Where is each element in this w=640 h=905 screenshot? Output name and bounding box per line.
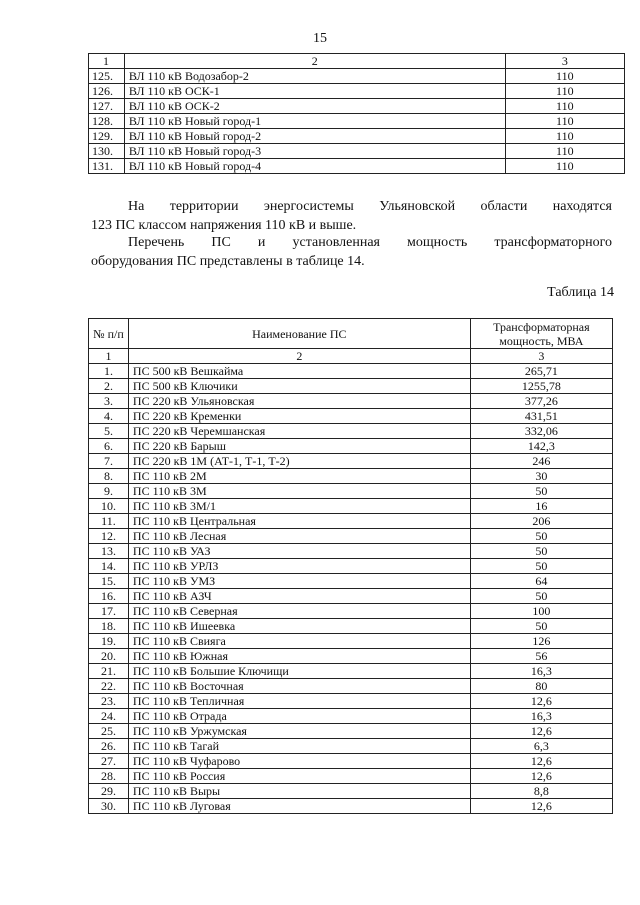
- table-row: [89, 694, 613, 709]
- column-index: 2: [128, 349, 470, 364]
- row-value: 12,6: [470, 724, 612, 739]
- row-value: 110: [505, 99, 624, 114]
- row-value: 1255,78: [470, 379, 612, 394]
- row-number: 126.: [89, 84, 125, 99]
- power-lines-table: [88, 53, 625, 174]
- row-value: 110: [505, 69, 624, 84]
- table-row: [89, 144, 625, 159]
- row-name: ПС 110 кВ Большие Ключищи: [128, 664, 470, 679]
- row-number: 127.: [89, 99, 125, 114]
- row-value: 50: [470, 529, 612, 544]
- table-row: [89, 114, 625, 129]
- table-row: [89, 469, 613, 484]
- row-name: ПС 110 кВ Восточная: [128, 679, 470, 694]
- row-name: ПС 110 кВ Тепличная: [128, 694, 470, 709]
- row-number: 25.: [89, 724, 129, 739]
- row-name: ПС 110 кВ Северная: [128, 604, 470, 619]
- table-caption: Таблица 14: [547, 285, 614, 300]
- table-row: [89, 619, 613, 634]
- row-value: 110: [505, 144, 624, 159]
- row-value: 110: [505, 159, 624, 174]
- row-number: 1.: [89, 364, 129, 379]
- paragraph-substation-count: [91, 197, 612, 235]
- row-name: ВЛ 110 кВ Новый город-3: [124, 144, 505, 159]
- paragraph-line: 123 ПС классом напряжения 110 кВ и выше.: [91, 218, 357, 233]
- row-number: 23.: [89, 694, 129, 709]
- table-row: [89, 679, 613, 694]
- table-row: [89, 84, 625, 99]
- row-name: ПС 110 кВ Чуфарово: [128, 754, 470, 769]
- row-number: 29.: [89, 784, 129, 799]
- column-index: 3: [470, 349, 612, 364]
- table-row: [89, 784, 613, 799]
- row-value: 431,51: [470, 409, 612, 424]
- header-col-1: 1: [89, 54, 125, 69]
- row-value: 16: [470, 499, 612, 514]
- table-row: [89, 574, 613, 589]
- row-name: ПС 110 кВ Отрада: [128, 709, 470, 724]
- row-number: 131.: [89, 159, 125, 174]
- row-number: 3.: [89, 394, 129, 409]
- row-value: 6,3: [470, 739, 612, 754]
- row-value: 8,8: [470, 784, 612, 799]
- table-row: [89, 424, 613, 439]
- table-row: [89, 604, 613, 619]
- row-name: ПС 110 кВ 3М/1: [128, 499, 470, 514]
- row-value: 12,6: [470, 754, 612, 769]
- table-row: [89, 379, 613, 394]
- row-number: 22.: [89, 679, 129, 694]
- row-name: ПС 110 кВ Выры: [128, 784, 470, 799]
- row-value: 50: [470, 559, 612, 574]
- row-number: 26.: [89, 739, 129, 754]
- row-name: ПС 110 кВ УАЗ: [128, 544, 470, 559]
- row-name: ПС 110 кВ Россия: [128, 769, 470, 784]
- row-value: 64: [470, 574, 612, 589]
- row-number: 17.: [89, 604, 129, 619]
- row-name: ВЛ 110 кВ Новый город-4: [124, 159, 505, 174]
- table-row: [89, 559, 613, 574]
- row-number: 13.: [89, 544, 129, 559]
- table-row: [89, 99, 625, 114]
- table-row: [89, 129, 625, 144]
- table-row: [89, 799, 613, 814]
- row-name: ПС 110 кВ Свияга: [128, 634, 470, 649]
- table-header-row: [89, 54, 625, 69]
- row-name: ВЛ 110 кВ Водозабор-2: [124, 69, 505, 84]
- row-name: ПС 220 кВ Ульяновская: [128, 394, 470, 409]
- paragraph-table-reference: [91, 233, 612, 271]
- row-number: 8.: [89, 469, 129, 484]
- row-name: ПС 110 кВ Южная: [128, 649, 470, 664]
- row-number: 28.: [89, 769, 129, 784]
- header-col-2: 2: [124, 54, 505, 69]
- table-row: [89, 484, 613, 499]
- table-row: [89, 544, 613, 559]
- row-number: 2.: [89, 379, 129, 394]
- row-number: 20.: [89, 649, 129, 664]
- row-name: ПС 220 кВ 1М (АТ-1, Т-1, Т-2): [128, 454, 470, 469]
- row-value: 50: [470, 484, 612, 499]
- row-number: 5.: [89, 424, 129, 439]
- row-number: 12.: [89, 529, 129, 544]
- row-number: 125.: [89, 69, 125, 84]
- substations-table: [88, 318, 613, 814]
- row-name: ПС 500 кВ Вешкайма: [128, 364, 470, 379]
- row-name: ВЛ 110 кВ ОСК-1: [124, 84, 505, 99]
- row-name: ВЛ 110 кВ ОСК-2: [124, 99, 505, 114]
- row-value: 50: [470, 589, 612, 604]
- row-name: ПС 220 кВ Черемшанская: [128, 424, 470, 439]
- row-value: 246: [470, 454, 612, 469]
- row-number: 11.: [89, 514, 129, 529]
- row-value: 142,3: [470, 439, 612, 454]
- row-value: 110: [505, 84, 624, 99]
- row-name: ВЛ 110 кВ Новый город-1: [124, 114, 505, 129]
- row-number: 21.: [89, 664, 129, 679]
- table-row: [89, 634, 613, 649]
- header-number: № п/п: [89, 319, 129, 349]
- page-number: 15: [313, 31, 327, 46]
- row-number: 7.: [89, 454, 129, 469]
- table-row: [89, 769, 613, 784]
- row-name: ПС 500 кВ Ключики: [128, 379, 470, 394]
- row-name: ПС 110 кВ УРЛЗ: [128, 559, 470, 574]
- paragraph-line: На территории энергосистемы Ульяновской области находятся: [128, 199, 612, 214]
- row-value: 16,3: [470, 664, 612, 679]
- row-name: ПС 110 кВ 3М: [128, 484, 470, 499]
- row-value: 56: [470, 649, 612, 664]
- row-value: 30: [470, 469, 612, 484]
- row-value: 50: [470, 544, 612, 559]
- table-row: [89, 529, 613, 544]
- paragraph-line: Перечень ПС и установленная мощность трансформаторного: [128, 235, 612, 250]
- row-value: 206: [470, 514, 612, 529]
- row-name: ПС 110 кВ Лесная: [128, 529, 470, 544]
- row-value: 110: [505, 129, 624, 144]
- table-row: [89, 589, 613, 604]
- row-number: 19.: [89, 634, 129, 649]
- table-row: [89, 724, 613, 739]
- row-name: ПС 110 кВ Луговая: [128, 799, 470, 814]
- row-value: 265,71: [470, 364, 612, 379]
- table-row: [89, 454, 613, 469]
- table-row: [89, 709, 613, 724]
- row-value: 126: [470, 634, 612, 649]
- row-value: 12,6: [470, 799, 612, 814]
- row-number: 10.: [89, 499, 129, 514]
- row-number: 4.: [89, 409, 129, 424]
- row-name: ПС 110 кВ Уржумская: [128, 724, 470, 739]
- row-name: ВЛ 110 кВ Новый город-2: [124, 129, 505, 144]
- row-value: 110: [505, 114, 624, 129]
- row-name: ПС 110 кВ АЗЧ: [128, 589, 470, 604]
- row-number: 14.: [89, 559, 129, 574]
- header-col-3: 3: [505, 54, 624, 69]
- row-number: 27.: [89, 754, 129, 769]
- table-header-row: [89, 319, 613, 349]
- table-row: [89, 664, 613, 679]
- paragraph-line: оборудования ПС представлены в таблице 14.: [91, 254, 365, 269]
- row-number: 18.: [89, 619, 129, 634]
- table-row: [89, 159, 625, 174]
- table-row: [89, 649, 613, 664]
- row-number: 24.: [89, 709, 129, 724]
- header-name: Наименование ПС: [128, 319, 470, 349]
- row-name: ПС 220 кВ Кременки: [128, 409, 470, 424]
- row-value: 12,6: [470, 694, 612, 709]
- row-number: 9.: [89, 484, 129, 499]
- row-number: 130.: [89, 144, 125, 159]
- row-value: 377,26: [470, 394, 612, 409]
- row-number: 15.: [89, 574, 129, 589]
- table-row: [89, 514, 613, 529]
- row-value: 16,3: [470, 709, 612, 724]
- row-value: 50: [470, 619, 612, 634]
- row-number: 16.: [89, 589, 129, 604]
- row-value: 100: [470, 604, 612, 619]
- column-index: 1: [89, 349, 129, 364]
- row-value: 12,6: [470, 769, 612, 784]
- row-value: 332,06: [470, 424, 612, 439]
- table-row: [89, 739, 613, 754]
- row-value: 80: [470, 679, 612, 694]
- table-row: [89, 754, 613, 769]
- column-index-row: [89, 349, 613, 364]
- table-row: [89, 409, 613, 424]
- row-name: ПС 110 кВ 2М: [128, 469, 470, 484]
- table-row: [89, 499, 613, 514]
- row-number: 128.: [89, 114, 125, 129]
- table-row: [89, 439, 613, 454]
- table-row: [89, 364, 613, 379]
- row-name: ПС 110 кВ Ишеевка: [128, 619, 470, 634]
- table-row: [89, 69, 625, 84]
- row-number: 129.: [89, 129, 125, 144]
- row-number: 6.: [89, 439, 129, 454]
- row-number: 30.: [89, 799, 129, 814]
- row-name: ПС 110 кВ УМЗ: [128, 574, 470, 589]
- header-capacity: Трансформаторная мощность, МВА: [470, 319, 612, 349]
- row-name: ПС 110 кВ Центральная: [128, 514, 470, 529]
- row-name: ПС 220 кВ Барыш: [128, 439, 470, 454]
- table-row: [89, 394, 613, 409]
- row-name: ПС 110 кВ Тагай: [128, 739, 470, 754]
